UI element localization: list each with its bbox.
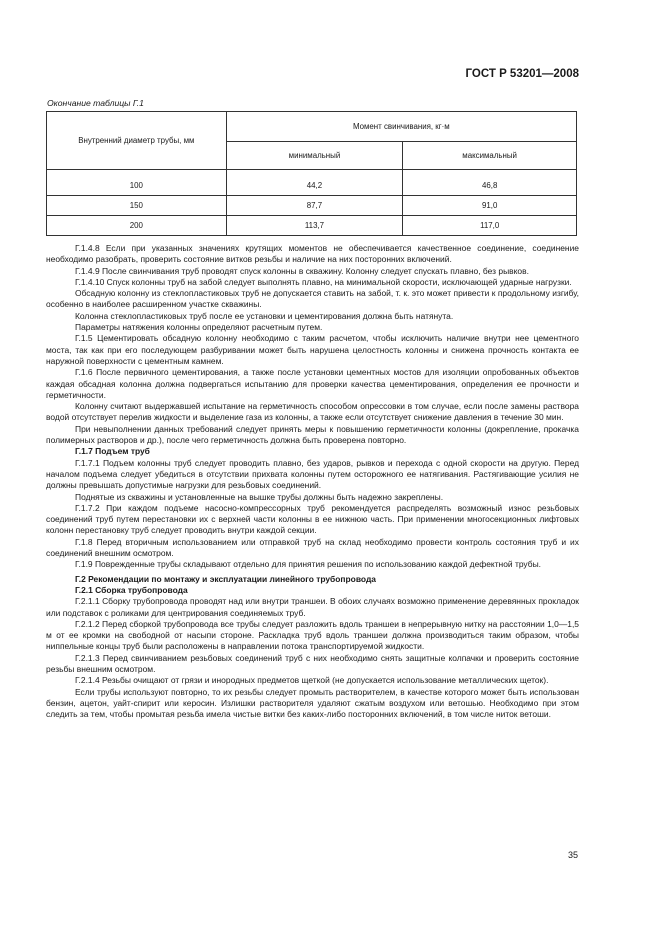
cell-min: 44,2 — [226, 176, 403, 196]
paragraph: Колонну считают выдержавшей испытание на герметичность способом опрессовки в том случае, если после замены раствора водой отсутствует перелив жидкости и выделение газа из колонны, а также если отсутствует снижение давления в течение 30 мин. — [46, 401, 579, 423]
paragraph: Г.2.1.1 Сборку трубопровода проводят над или внутри траншеи. В обоих случаях возможно применение деревянных прокладок или подставок с роликами для центрирования соединяемых труб. — [46, 596, 579, 618]
paragraph: Г.2.1.2 Перед сборкой трубопровода все трубы следует разложить вдоль траншеи в непрерывную нитку на расстоянии 1,0—1,5 м от ее кромки на свободной от насыпи стороне. Раскладка труб вдоль траншеи должна производиться таким образом, чтобы ниппельные концы труб были расположены в направлении потока транспортируемой жидкости. — [46, 618, 579, 652]
paragraph: Г.1.4.9 После свинчивания труб проводят спуск колонны в скважину. Колонну следует спускать плавно, без рывков. — [75, 265, 529, 276]
torque-table — [46, 111, 577, 236]
section-heading: Г.2 Рекомендации по монтажу и эксплуатации линейного трубопровода — [75, 573, 376, 584]
cell-max: 91,0 — [403, 196, 577, 216]
cell-diameter: 200 — [47, 216, 227, 236]
paragraph: Г.2.1.3 Перед свинчиванием резьбовых соединений труб с них необходимо снять защитные колпачки и проверить состояние резьбы внешним осмотром. — [46, 652, 579, 674]
paragraph: Поднятые из скважины и установленные на вышке трубы должны быть надежно закреплены. — [75, 491, 444, 502]
paragraph: Г.1.7.2 При каждом подъеме насосно-компрессорных труб рекомендуется распределять возможный износ резьбовых соединений труб путем перестановки их с верхней части колонны в ее нижнюю часть. При применении многосекционных лифтовых колонн перестановку труб следует проводить внутри каждой секции. — [46, 502, 579, 536]
cell-min: 113,7 — [226, 216, 403, 236]
subsection-heading: Г.2.1 Сборка трубопровода — [75, 584, 188, 595]
table-row — [47, 196, 577, 216]
page-number: 35 — [567, 850, 578, 860]
paragraph: Г.1.8 Перед вторичным использованием или отправкой труб на склад необходимо провести контроль состояния труб и их соединений внешним осмотром. — [46, 536, 579, 559]
cell-diameter: 150 — [47, 196, 227, 216]
paragraph: Обсадную колонну из стеклопластиковых труб не допускается ставить на забой, т. к. это может привести к продольному изгибу, особенно в наиболее расширенном участке скважины. — [46, 288, 579, 310]
subsection-heading: Г.1.7 Подъем труб — [75, 446, 150, 457]
paragraph: Г.1.4.8 Если при указанных значениях крутящих моментов не обеспечивается качественное соединение, соединение необходимо разобрать, проверить состояние витков резьбы и наличие на них посторонних включений. — [46, 243, 579, 265]
cell-min: 87,7 — [226, 196, 403, 216]
paragraph: Параметры натяжения колонны определяют расчетным путем. — [75, 322, 323, 333]
table-row — [47, 176, 577, 196]
document-standard-number: ГОСТ Р 53201—2008 — [465, 68, 579, 80]
cell-diameter: 100 — [47, 176, 227, 196]
paragraph: Г.1.4.10 Спуск колонны труб на забой следует выполнять плавно, на минимальной скорости, исключающей ударные нагрузки. — [75, 276, 572, 287]
cell-max: 117,0 — [403, 216, 577, 236]
paragraph: Г.1.6 После первичного цементирования, а также после установки цементных мостов для изоляции опробованных объектов каждая обсадная колонна должна подвергаться испытанию для проверки качества цементирования, определения ее прочности и герметичности. — [46, 367, 579, 400]
paragraph: Г.1.5 Цементировать обсадную колонну необходимо с таким расчетом, чтобы исключить наличие внутри нее цементного моста, так как при его последующем разбуривании может быть нарушена целостность колонны и снижена прочность контакта ее наружной поверхности с цементным камнем. — [46, 333, 579, 366]
header-inner-diameter: Внутренний диаметр трубы, мм — [47, 112, 227, 170]
paragraph: Г.1.9 Поврежденные трубы складывают отдельно для принятия решения по использованию каждой дефектной трубы. — [75, 559, 541, 570]
paragraph: Колонна стеклопластиковых труб после ее установки и цементирования должна быть натянута. — [75, 310, 454, 321]
header-maximum: максимальный — [403, 142, 577, 170]
document-body — [46, 243, 579, 720]
header-makeup-torque: Момент свинчивания, кг·м — [226, 112, 576, 142]
paragraph: Г.2.1.4 Резьбы очищают от грязи и инородных предметов щеткой (не допускается использование металлических щеток). — [75, 675, 549, 686]
cell-max: 46,8 — [403, 176, 577, 196]
paragraph: Г.1.7.1 Подъем колонны труб следует проводить плавно, без ударов, рывков и перехода с одной скорости на другую. Перед началом подъема следует убедиться в отсутствии прихвата колонны путем осторожного ее натягивания. Растягивающие усилия не должны превышать допустимые нагрузки для резьбовых соединений. — [46, 457, 579, 491]
paragraph: При невыполнении данных требований следует принять меры к повышению герметичности колонны (докрепление, прокачка полимерных растворов и др.), после чего герметичность должна быть проверена повторно. — [46, 423, 579, 446]
paragraph: Если трубы используют повторно, то их резьбы следует промыть растворителем, в качестве которого может быть использован бензин, ацетон, уайт-спирит или керосин. Излишки растворителя удаляют сжатым воздухом или ветошью. Необходимо при этом следить за тем, чтобы промытая резьба имела чистые витки без каких-либо посторонних включений, в том числе ниток ветоши. — [46, 686, 579, 720]
table-row — [47, 216, 577, 236]
table-caption: Окончание таблицы Г.1 — [47, 98, 144, 108]
header-minimum: минимальный — [226, 142, 403, 170]
